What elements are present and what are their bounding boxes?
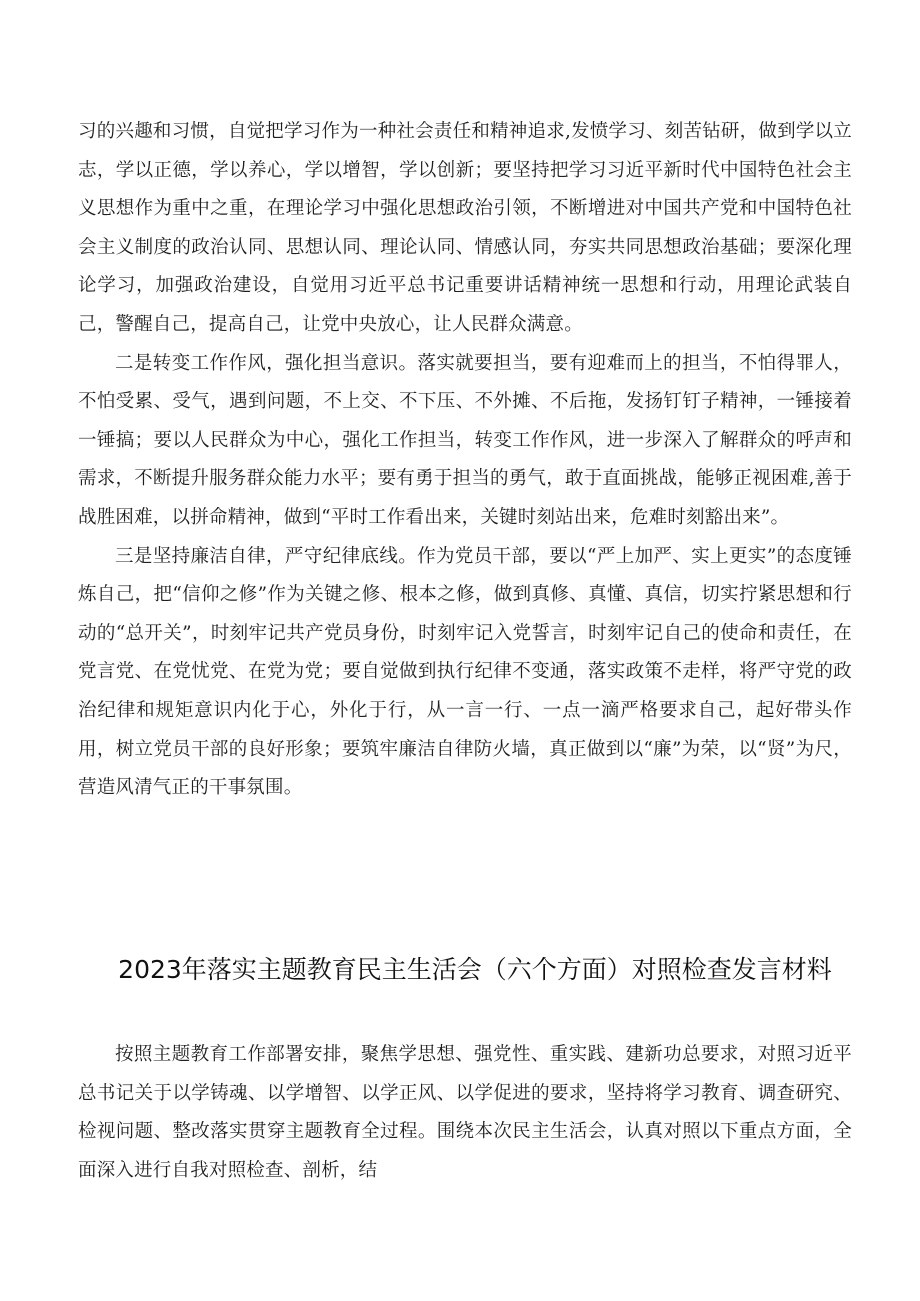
- section-2-body: [78, 1036, 852, 1190]
- section-1-body: [78, 113, 852, 808]
- paragraph-continued: 习的兴趣和习惯，自觉把学习作为一种社会责任和精神追求,发愤学习、刻苦钻研，做到学以立志，学以正德，学以养心，学以增智，学以创新；要坚持把学习习近平新时代中国特色社会主义思想作为重中之重，在理论学习中强化思想政治引领，不断增进对中国共产党和中国特色社会主义制度的政治认同、思想认同、理论认同、情感认同，夯实共同思想政治基础；要深化理论学习，加强政治建设，自觉用习近平总书记重要讲话精神统一思想和行动，用理论武装自己，警醒自己，提高自己，让党中央放心，让人民群众满意。: [78, 121, 852, 335]
- document-heading: 2023年落实主题教育民主生活会（六个方面）对照检查发言材料: [118, 955, 832, 984]
- paragraph-integrity: 三是坚持廉洁自律，严守纪律底线。作为党员干部，要以“严上加严、实上更实”的态度锤炼自己，把“信仰之修”作为关键之修、根本之修，做到真修、真懂、真信，切实拧紧思想和行动的“总开关”，时刻牢记共产党员身份，时刻牢记入党誓言，时刻牢记自己的使命和责任，在党言党、在党忧党、在党为党；要自觉做到执行纪律不变通，落实政策不走样，将严守党的政治纪律和规矩意识内化于心，外化于行，从一言一行、一点一滴严格要求自己，起好带头作用，树立党员干部的良好形象；要筑牢廉洁自律防火墙，真正做到以“廉”为荣，以“贤”为尺，营造风清气正的干事氛围。: [78, 545, 852, 799]
- paragraph-work-style: 二是转变工作作风，强化担当意识。落实就要担当，要有迎难而上的担当，不怕得罪人，不怕受累、受气，遇到问题，不上交、不下压、不外摊、不后拖，发扬钉钉子精神，一锤接着一锤搞；要以人民群众为中心，强化工作担当，转变工作作风，进一步深入了解群众的呼声和需求，不断提升服务群众能力水平；要有勇于担当的勇气，敢于直面挑战，能够正视困难,善于战胜困难，以拼命精神，做到“平时工作看出来，关键时刻站出来，危难时刻豁出来”。: [78, 352, 852, 528]
- paragraph-intro: 按照主题教育工作部署安排，聚焦学思想、强党性、重实践、建新功总要求，对照习近平总书记关于以学铸魂、以学增智、以学正风、以学促进的要求，坚持将学习教育、调查研究、检视问题、整改落实贯穿主题教育全过程。围绕本次民主生活会，认真对照以下重点方面，全面深入进行自我对照检查、剖析，结: [78, 1044, 852, 1181]
